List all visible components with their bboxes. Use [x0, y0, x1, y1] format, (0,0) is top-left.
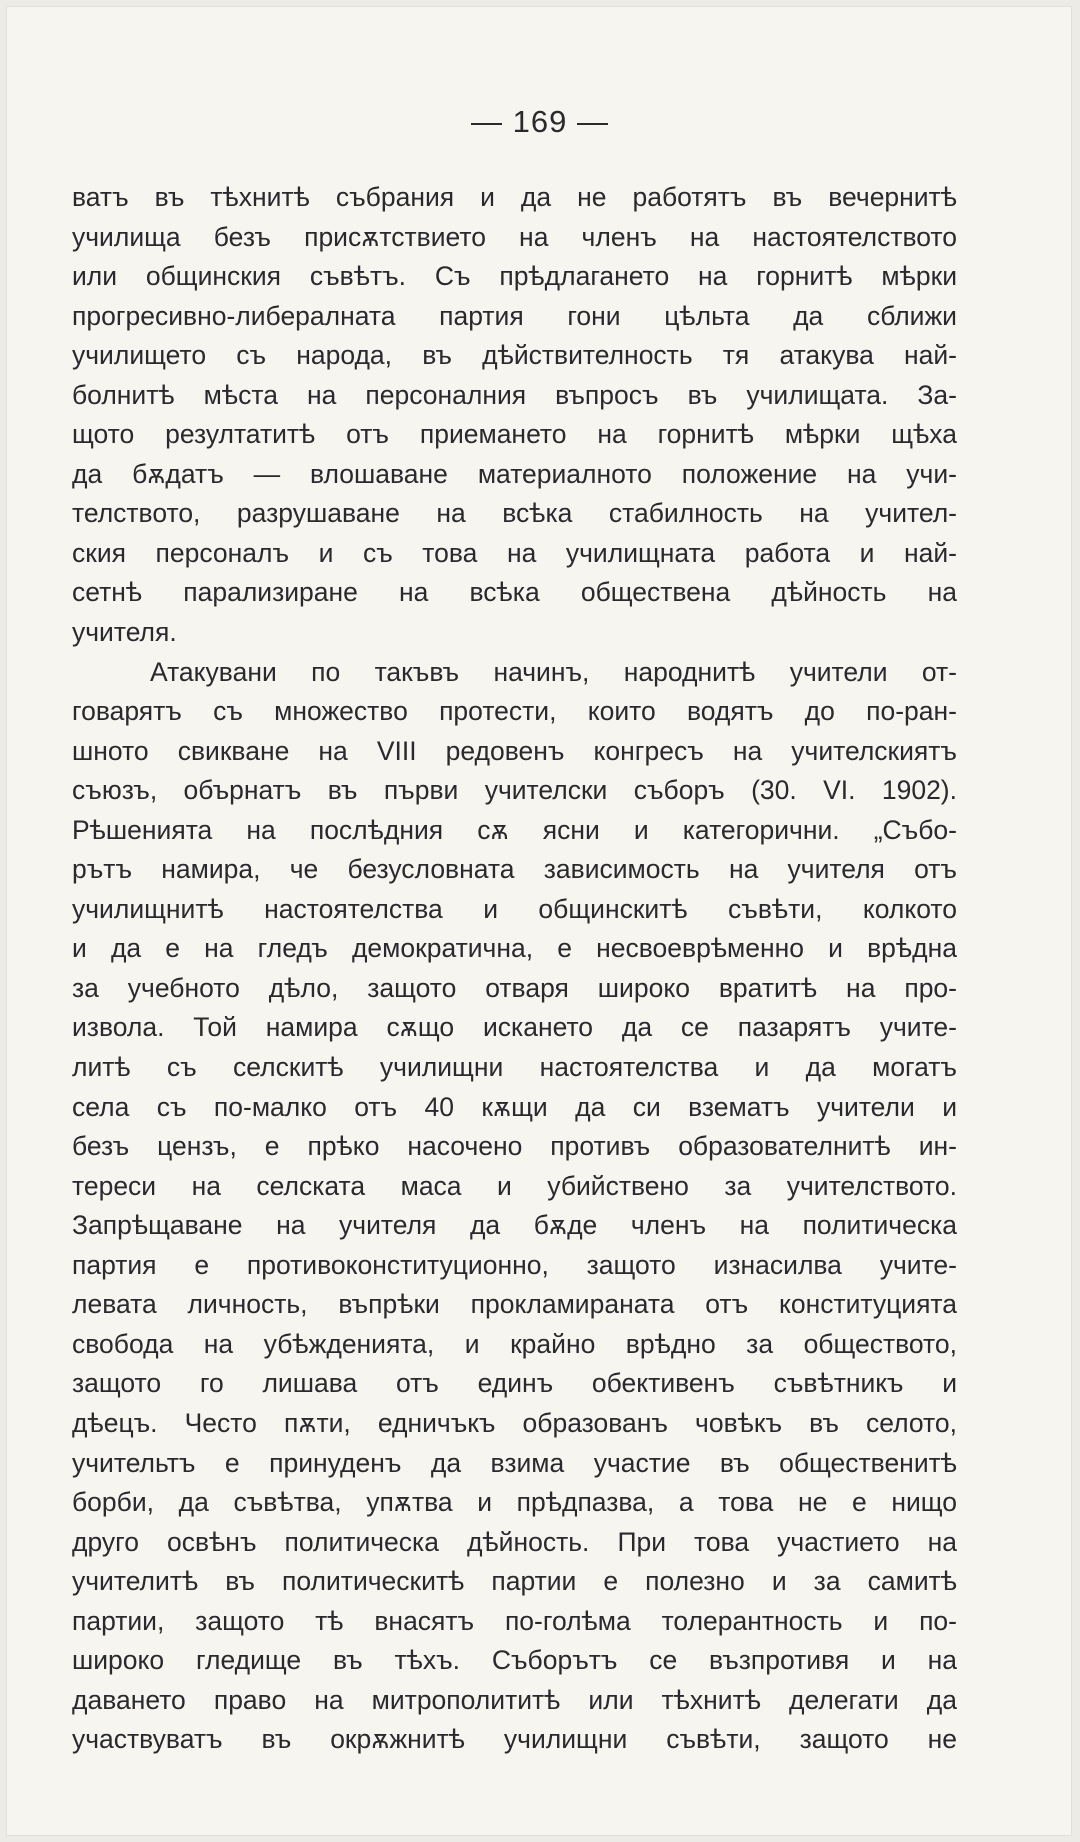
text-line: защото го лишава отъ единъ обективенъ съвѣтникъ и — [72, 1368, 957, 1399]
text-line: партия е противоконституционно, защото изнасилва учите- — [72, 1249, 957, 1280]
text-line: ватъ въ тѣхнитѣ събрания и да не работятъ въ вечернитѣ — [72, 182, 957, 212]
text-line: телството, разрушаване на всѣка стабилность на учител- — [72, 498, 957, 529]
text-line: училища безъ присѫтствието на членъ на настоятелството — [72, 221, 957, 252]
text-line: дѣецъ. Често пѫти, едничъкъ образованъ човѣкъ въ селото, — [72, 1407, 957, 1438]
text-line: друго освѣнъ политическа дѣйность. При това участието на — [72, 1526, 957, 1557]
text-line: широко гледище въ тѣхъ. Съборътъ се възпротивя и на — [72, 1645, 957, 1676]
text-line: да бѫдатъ — влошаване материалното положение на учи- — [72, 458, 957, 489]
paragraph — [72, 653, 957, 1760]
text-line: левата личность, въпрѣки прокламираната отъ конституцията — [72, 1289, 957, 1320]
paragraph — [72, 178, 957, 653]
text-line: партии, защото тѣ внасятъ по-голѣма толерантность и по- — [72, 1605, 957, 1636]
text-line: извола. Той намира сѫщо искането да се пазарятъ учите- — [72, 1012, 957, 1043]
text-line: Атакувани по такъвъ начинъ, народнитѣ учители от- — [150, 656, 957, 687]
text-line: борби, да съвѣтва, упѫтва и прѣдпазва, а това не е нищо — [72, 1487, 957, 1518]
text-line: училищнитѣ настоятелства и общинскитѣ съвѣти, колкото — [72, 893, 957, 924]
text-line: Запрѣщаване на учителя да бѫде членъ на политическа — [72, 1210, 957, 1241]
text-line: участвуватъ въ окрѫжнитѣ училищни съвѣти, защото не — [72, 1724, 957, 1755]
text-line: села съ по-малко отъ 40 кѫщи да си взематъ учители и — [72, 1091, 957, 1122]
text-line: свобода на убѣжденията, и крайно врѣдно за обществото, — [72, 1328, 957, 1359]
text-line: тереси на селската маса и убийствено за учителството. — [72, 1170, 957, 1201]
text-line: за учебното дѣло, защото отваря широко вратитѣ на про- — [72, 972, 957, 1003]
text-line: рътъ намира, че безусловната зависимость на учителя отъ — [72, 854, 957, 885]
text-line: учителитѣ въ политическитѣ партии е полезно и за самитѣ — [72, 1566, 957, 1597]
text-line: и да е на гледъ демократична, е несвоеврѣменно и врѣдна — [72, 933, 957, 964]
text-line: Рѣшенията на послѣдния сѫ ясни и категорични. „Събо- — [72, 814, 957, 845]
text-line: шното свикване на VIII редовенъ конгресъ на учителскиятъ — [72, 735, 957, 766]
text-line: болнитѣ мѣста на персоналния въпросъ въ училищата. За- — [72, 379, 957, 410]
text-line: ския персоналъ и съ това на училищната работа и най- — [72, 537, 957, 568]
text-line: съюзъ, обърнатъ въ първи учителски съборъ (30. VI. 1902). — [72, 775, 957, 806]
text-line: даването право на митрополититѣ или тѣхнитѣ делегати да — [72, 1684, 957, 1715]
body-text — [72, 178, 957, 1760]
text-line: учителя. — [72, 617, 177, 648]
text-line: училището съ народа, въ дѣйствителность тя атакува най- — [72, 340, 957, 371]
text-line: говарятъ съ множество протести, които водятъ до по-ран- — [72, 696, 957, 727]
text-line: прогресивно-либералната партия гони цѣльта да сближи — [72, 300, 957, 331]
text-line: учительтъ е принуденъ да взима участие въ общественитѣ — [72, 1447, 957, 1478]
page-number: — 169 — — [471, 104, 609, 139]
text-line: или общинския съвѣтъ. Съ прѣдлагането на горнитѣ мѣрки — [72, 261, 957, 292]
text-line: литѣ съ селскитѣ училищни настоятелства и да могатъ — [72, 1052, 957, 1083]
text-line: сетнѣ парализиране на всѣка обществена дѣйность на — [72, 577, 957, 608]
text-line: безъ цензъ, е прѣко насочено противъ образователнитѣ ин- — [72, 1131, 957, 1162]
text-line: щото резултатитѣ отъ приемането на горнитѣ мѣрки щѣха — [72, 419, 957, 450]
